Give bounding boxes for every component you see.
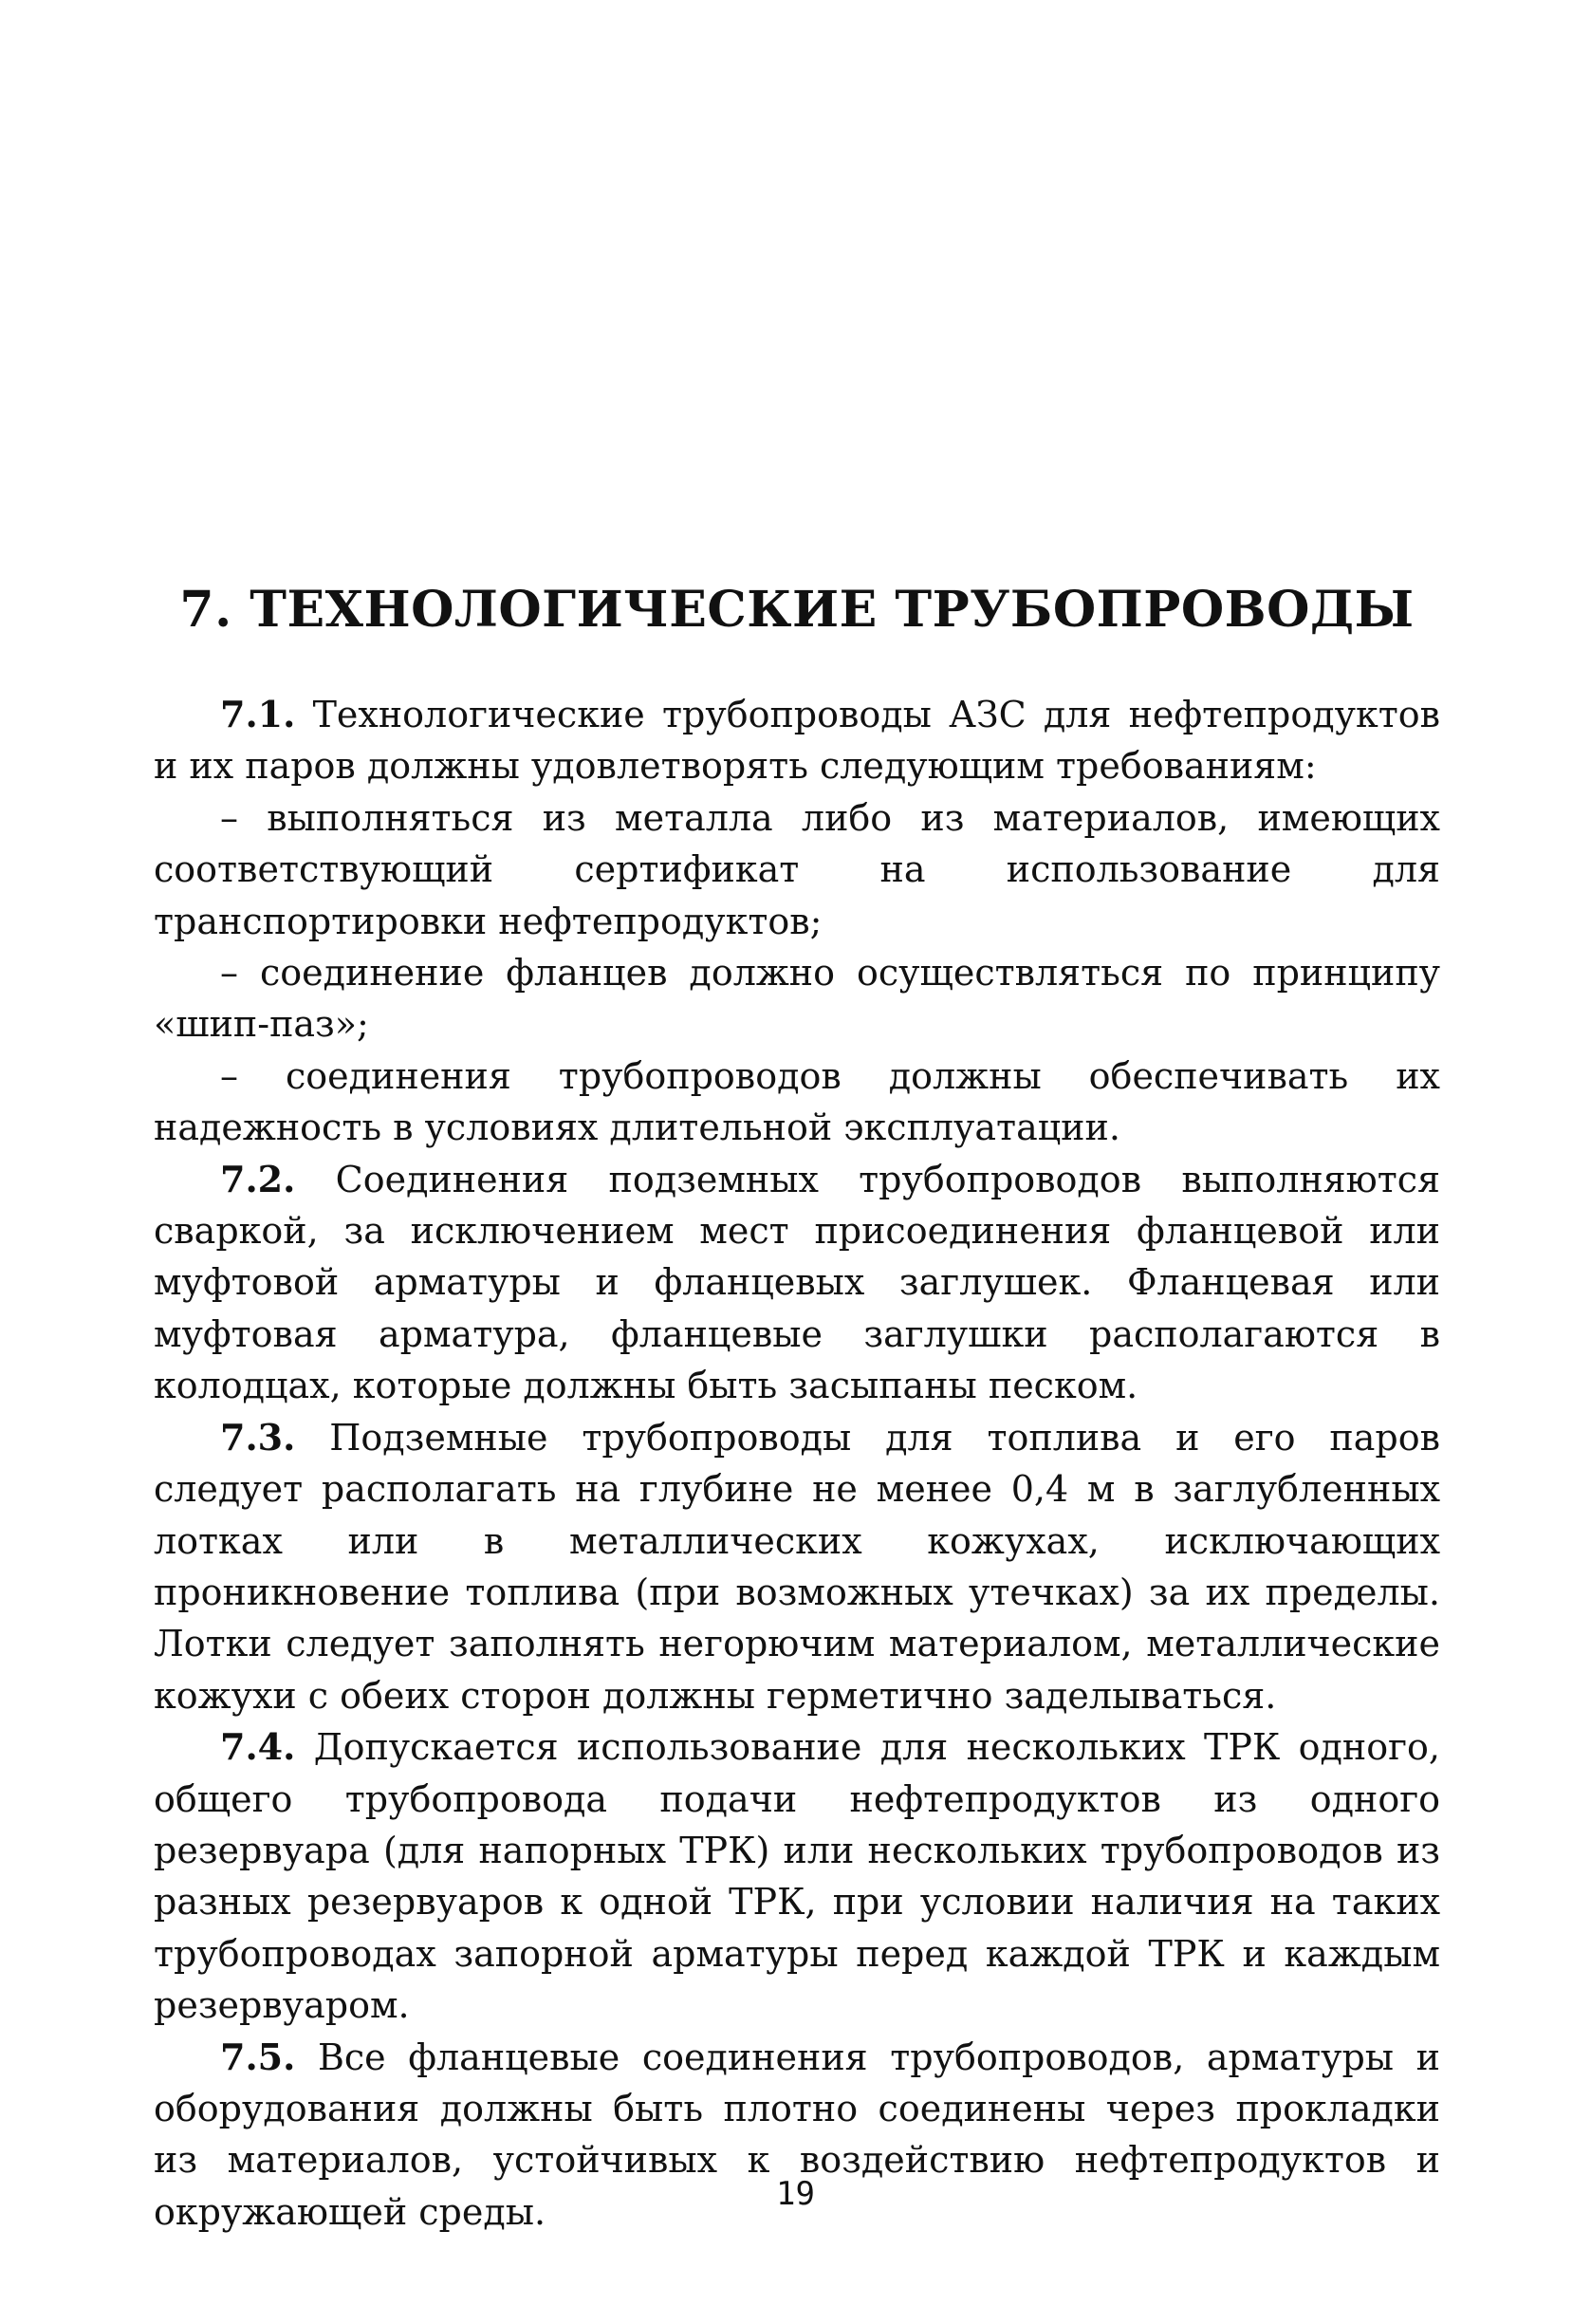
section-body (154, 689, 1440, 2238)
paragraph-text: – выполняться из металла либо из материалов, имеющих соответствующий сертификат на использование для транспортировки нефтепродуктов; (154, 796, 1440, 942)
paragraph-number: 7.2. (220, 1157, 296, 1200)
paragraph-number: 7.4. (220, 1725, 296, 1769)
page-number: 19 (776, 2175, 815, 2213)
paragraph-number: 7.1. (220, 693, 296, 735)
section-heading: 7. ТЕХНОЛОГИЧЕСКИЕ ТРУБОПРОВОДЫ (179, 581, 1415, 639)
paragraph-text: Технологические трубопроводы АЗС для нефтепродуктов и их паров должны удовлетворять следующим требованиям: (154, 694, 1440, 788)
list-item-reliability (154, 1050, 1440, 1154)
paragraph-text: Подземные трубопроводы для топлива и его паров следует располагать на глубине не менее 0,4 м в заглубленных лотках или в металлических кожухах, исключающих проникновение топлива (при возможных утечках) за их пределы. Лотки следует заполнять негорючим материалом, металлические кожухи с обеих сторон должны герметично заделываться. (154, 1416, 1440, 1717)
paragraph-text: – соединения трубопроводов должны обеспечивать их надежность в условиях длительной эксплуатации. (154, 1054, 1440, 1149)
paragraph-text: Соединения подземных трубопроводов выполняются сваркой, за исключением мест присоединения фланцевой или муфтовой арматуры и фланцевых заглушек. Фланцевая или муфтовая арматура, фланцевые заглушки располагаются в колодцах, которые должны быть засыпаны песком. (154, 1158, 1440, 1407)
paragraph-number: 7.3. (220, 1415, 296, 1459)
paragraph-7-4 (154, 1721, 1440, 2031)
paragraph-text: – соединение фланцев должно осуществляться по принципу «шип-паз»; (154, 952, 1440, 1046)
paragraph-7-2 (154, 1154, 1440, 1412)
paragraph-text: Допускается использование для нескольких ТРК одного, общего трубопровода подачи нефтепродуктов из одного резервуара (для напорных ТРК) или нескольких трубопроводов из разных резервуаров к одной ТРК, при условии наличия на таких трубопроводах запорной арматуры перед каждой ТРК и каждым резервуаром. (154, 1726, 1440, 2027)
paragraph-number: 7.5. (220, 2035, 296, 2078)
paragraph-7-3 (154, 1412, 1440, 1721)
paragraph-text: Все фланцевые соединения трубопроводов, арматуры и оборудования должны быть плотно соединены через прокладки из материалов, устойчивых к воздействию нефтепродуктов и окружающей среды. (154, 2036, 1440, 2233)
list-item-flanges (154, 947, 1440, 1050)
paragraph-7-1 (154, 689, 1440, 792)
list-item-material (154, 792, 1440, 947)
